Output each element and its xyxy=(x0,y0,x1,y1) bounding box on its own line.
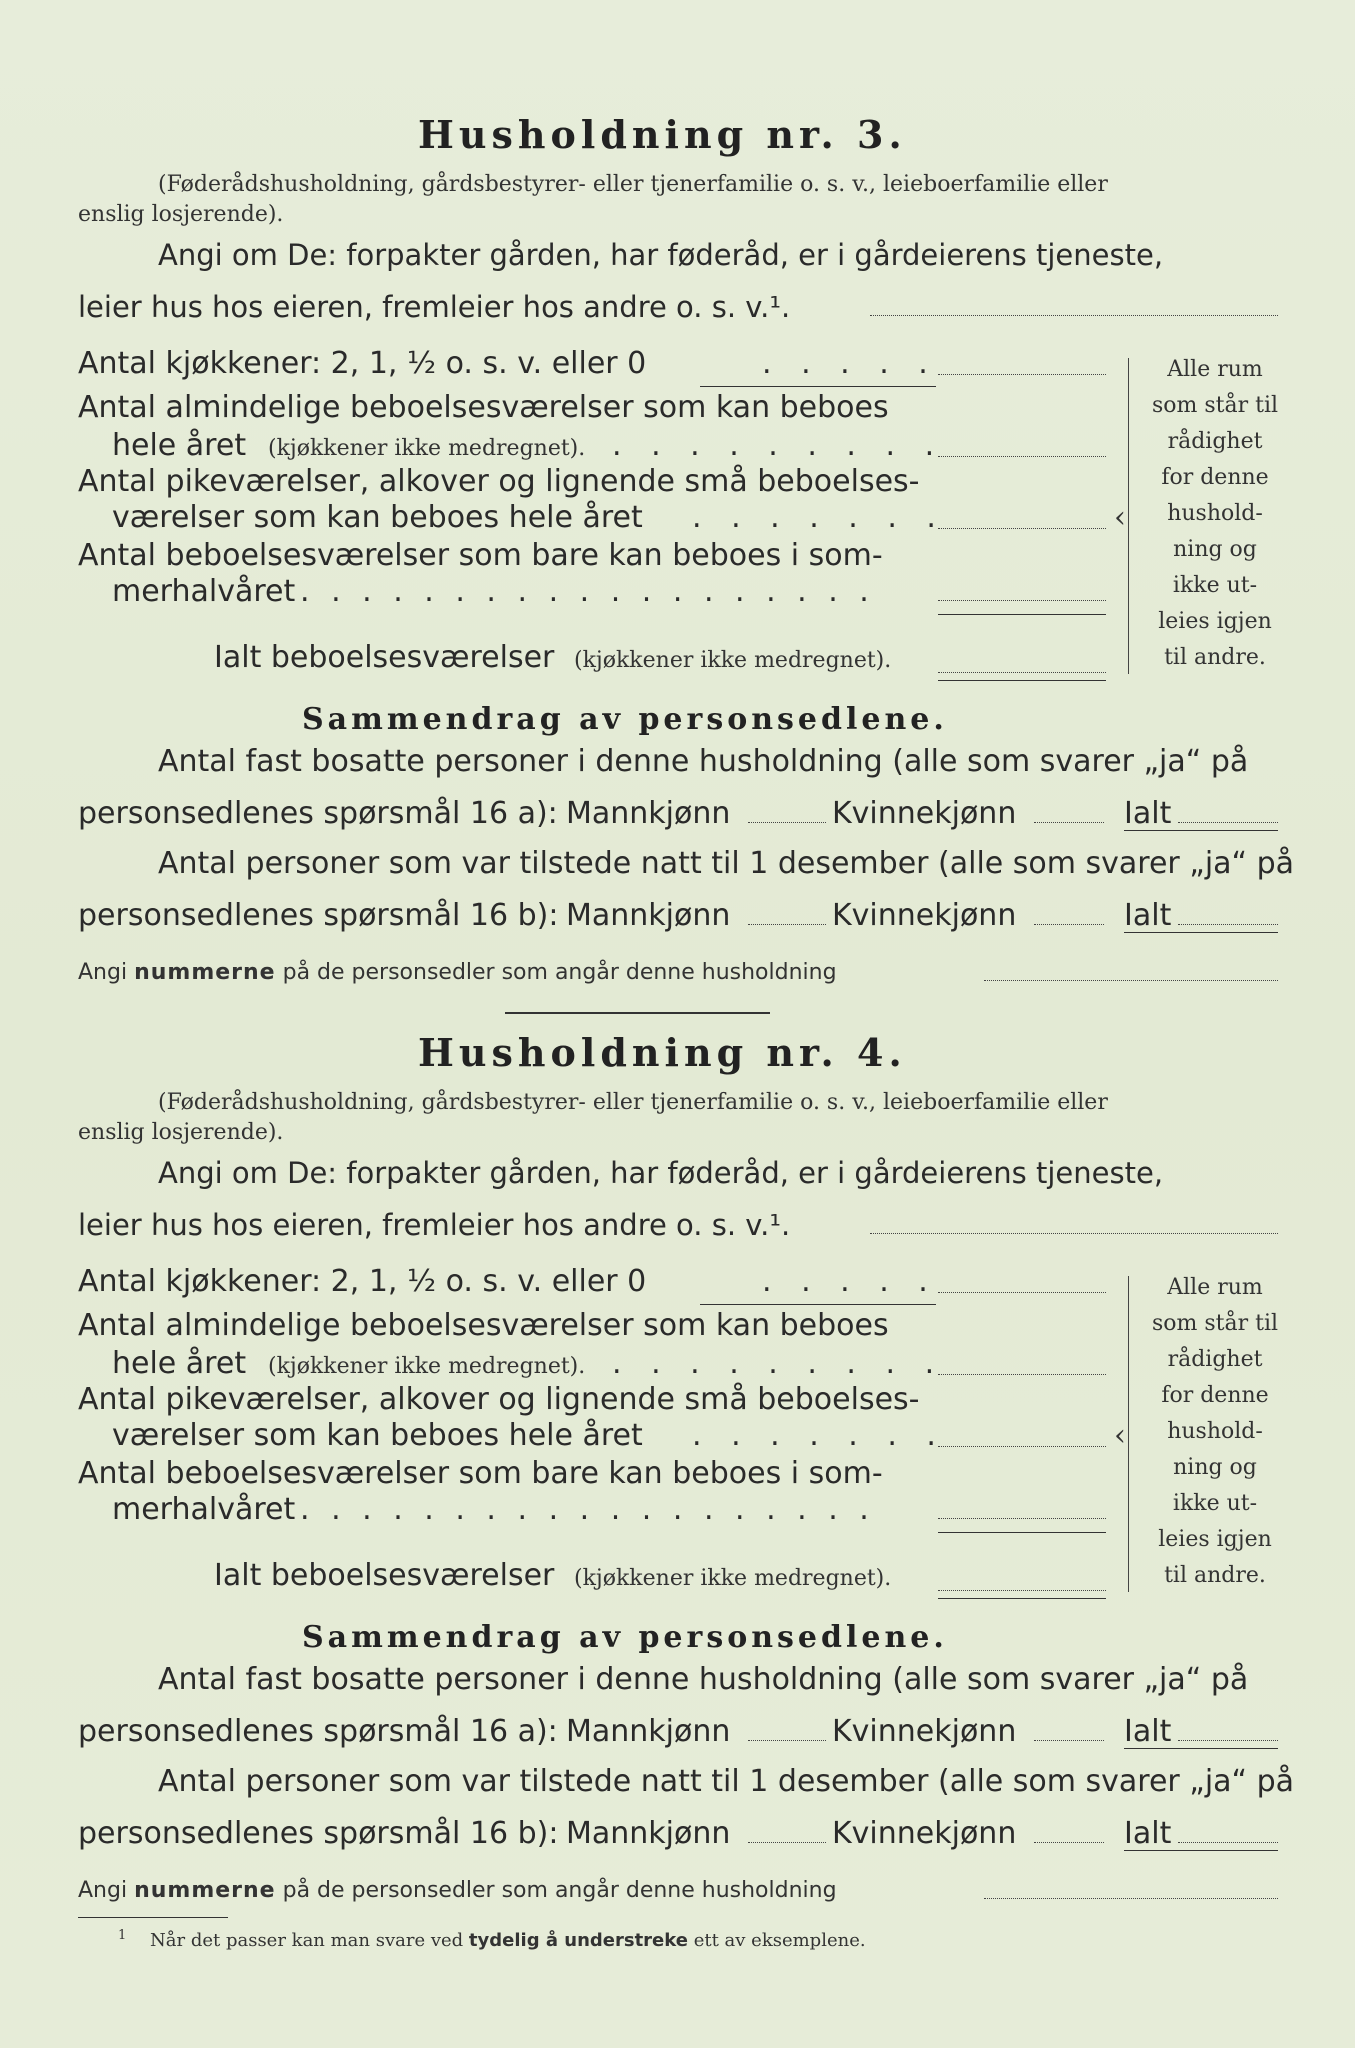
side-note-line: leies igjen xyxy=(1158,609,1272,634)
fast-kvinne-label: Kvinnekjønn xyxy=(832,796,1017,831)
section-note-line1: (Føderådshusholdning, gårdsbestyrer- eller tjenerfamilie o. s. v., leieboerfamilie eller xyxy=(158,1090,1108,1115)
nummer-bold: nummerne xyxy=(134,960,276,985)
angi-line1: Angi om De: forpakter gården, har føderåd, er i gårdeierens tjeneste, xyxy=(158,1156,1164,1190)
fast-mann-label: Mannkjønn xyxy=(566,1714,731,1749)
kjokkener-answer-line[interactable] xyxy=(938,1292,1106,1293)
fast-line1: Antal fast bosatte personer i denne husholdning (alle som svarer „ja“ på xyxy=(158,1662,1249,1697)
fast-ialt-label: Ialt xyxy=(1124,796,1172,831)
ialt-underline xyxy=(938,1598,1106,1599)
alm-dots: . . . . . . . . . xyxy=(612,428,945,463)
alm-line2: hele året xyxy=(112,1346,247,1381)
nummer-line xyxy=(78,1878,837,1903)
kjokkener-underline xyxy=(700,386,936,387)
sommer-answer-line[interactable] xyxy=(938,1518,1106,1519)
section-note-line1: (Føderådshusholdning, gårdsbestyrer- eller tjenerfamilie o. s. v., leieboerfamilie eller xyxy=(158,172,1108,197)
section-title: Husholdning nr. 4. xyxy=(418,1030,907,1075)
nummer-pre: Angi xyxy=(78,1878,128,1903)
section-note-line2: enslig losjerende). xyxy=(78,202,284,227)
side-note-line: ikke ut- xyxy=(1172,573,1258,598)
kjokkener-underline xyxy=(700,1304,936,1305)
nummer-answer-line[interactable] xyxy=(984,980,1278,981)
tilstede-mann-label: Mannkjønn xyxy=(566,898,731,933)
kjokkener-dots: . . . . . xyxy=(762,346,938,381)
nummer-post: på de personsedler som angår denne husholdning xyxy=(282,960,837,985)
pike-line2: værelser som kan beboes hele året xyxy=(112,500,643,535)
sommer-line1: Antal beboelsesværelser som bare kan beboes i som- xyxy=(78,538,883,573)
tilstede-kvinne-field[interactable] xyxy=(1034,924,1104,925)
kjokkener-dots: . . . . . xyxy=(762,1264,938,1299)
ialt-note: (kjøkkener ikke medregnet). xyxy=(574,1566,892,1591)
ialt-note: (kjøkkener ikke medregnet). xyxy=(574,648,892,673)
pike-line1: Antal pikeværelser, alkover og lignende små beboelses- xyxy=(78,464,920,499)
ialt-answer-line[interactable] xyxy=(938,1590,1106,1591)
tilstede-ialt-field[interactable] xyxy=(1178,1842,1278,1843)
kjokkener-label: Antal kjøkkener: 2, 1, ½ o. s. v. eller 0 xyxy=(78,346,647,381)
ialt-answer-line[interactable] xyxy=(938,672,1106,673)
tilstede-ialt-label: Ialt xyxy=(1124,898,1172,933)
fast-ialt-underline xyxy=(1124,830,1278,831)
footnote-mark: 1 xyxy=(118,1928,127,1943)
alm-line1: Antal almindelige beboelsesværelser som kan beboes xyxy=(78,390,889,425)
side-brace-tip: ‹ xyxy=(1114,500,1126,535)
fast-ialt-label: Ialt xyxy=(1124,1714,1172,1749)
side-note-line: ning og xyxy=(1173,1455,1257,1480)
section-divider xyxy=(505,1012,770,1014)
pike-line2: værelser som kan beboes hele året xyxy=(112,1418,643,1453)
tilstede-line2: personsedlenes spørsmål 16 b): xyxy=(78,898,559,933)
fast-mann-field[interactable] xyxy=(748,1740,826,1741)
side-note-line: hushold- xyxy=(1167,501,1263,526)
tilstede-ialt-underline xyxy=(1124,932,1278,933)
alm-answer-line[interactable] xyxy=(938,456,1106,457)
nummer-answer-line[interactable] xyxy=(984,1898,1278,1899)
sammendrag-heading: Sammendrag av personsedlene. xyxy=(302,702,948,737)
fast-line2: personsedlenes spørsmål 16 a): xyxy=(78,796,558,831)
sommer-line2: merhalvåret xyxy=(112,1492,296,1527)
pike-line1: Antal pikeværelser, alkover og lignende små beboelses- xyxy=(78,1382,920,1417)
angi-line2: leier hus hos eieren, fremleier hos andre o. s. v.¹. xyxy=(78,290,791,324)
tilstede-line2: personsedlenes spørsmål 16 b): xyxy=(78,1816,559,1851)
side-note-line: for denne xyxy=(1161,1383,1269,1408)
sommer-line2: merhalvåret xyxy=(112,574,296,609)
sammendrag-heading: Sammendrag av personsedlene. xyxy=(302,1620,948,1655)
tilstede-mann-field[interactable] xyxy=(748,924,826,925)
side-note-line: hushold- xyxy=(1167,1419,1263,1444)
tilstede-line1: Antal personer som var tilstede natt til 1 desember (alle som svarer „ja“ på xyxy=(158,1764,1295,1799)
pike-dots: . . . . . . . xyxy=(692,500,946,535)
sommer-line1: Antal beboelsesværelser som bare kan beboes i som- xyxy=(78,1456,883,1491)
sum-rule xyxy=(938,614,1106,615)
fast-kvinne-field[interactable] xyxy=(1034,1740,1104,1741)
angi-line2: leier hus hos eieren, fremleier hos andre o. s. v.¹. xyxy=(78,1208,791,1242)
tilstede-kvinne-label: Kvinnekjønn xyxy=(832,1816,1017,1851)
nummer-pre: Angi xyxy=(78,960,128,985)
tilstede-kvinne-label: Kvinnekjønn xyxy=(832,898,1017,933)
side-note-line: for denne xyxy=(1161,465,1269,490)
angi-line1: Angi om De: forpakter gården, har føderåd, er i gårdeierens tjeneste, xyxy=(158,238,1164,272)
nummer-bold: nummerne xyxy=(134,1878,276,1903)
footnote-rule xyxy=(78,1917,228,1918)
footnote-text-pre: Når det passer kan man svare ved xyxy=(150,1930,464,1951)
ialt-label: Ialt beboelsesværelser xyxy=(214,1558,555,1593)
pike-answer-line[interactable] xyxy=(938,1446,1106,1447)
footnote-text-post: ett av eksemplene. xyxy=(693,1930,866,1951)
side-note-line: som står til xyxy=(1151,1311,1279,1336)
fast-ialt-underline xyxy=(1124,1748,1278,1749)
sommer-dots: . . . . . . . . . . . . . . . . . . . xyxy=(300,1492,875,1527)
kjokkener-answer-line[interactable] xyxy=(938,374,1106,375)
tilstede-line1: Antal personer som var tilstede natt til 1 desember (alle som svarer „ja“ på xyxy=(158,846,1295,881)
pike-answer-line[interactable] xyxy=(938,528,1106,529)
fast-kvinne-field[interactable] xyxy=(1034,822,1104,823)
side-note-line: leies igjen xyxy=(1158,1527,1272,1552)
alm-line1: Antal almindelige beboelsesværelser som kan beboes xyxy=(78,1308,889,1343)
side-note xyxy=(1140,1270,1290,1594)
nummer-post: på de personsedler som angår denne husholdning xyxy=(282,1878,837,1903)
fast-mann-field[interactable] xyxy=(748,822,826,823)
side-note-line: rådighet xyxy=(1167,429,1263,454)
fast-ialt-field[interactable] xyxy=(1178,1740,1278,1741)
footnote-text-bold: tydelig å understreke xyxy=(468,1930,688,1951)
side-note-line: Alle rum xyxy=(1167,357,1263,382)
tilstede-mann-field[interactable] xyxy=(748,1842,826,1843)
kjokkener-label: Antal kjøkkener: 2, 1, ½ o. s. v. eller 0 xyxy=(78,1264,647,1299)
tilstede-kvinne-field[interactable] xyxy=(1034,1842,1104,1843)
side-brace-bar xyxy=(1128,1276,1129,1592)
tilstede-mann-label: Mannkjønn xyxy=(566,1816,731,1851)
tilstede-ialt-label: Ialt xyxy=(1124,1816,1172,1851)
ialt-underline xyxy=(938,680,1106,681)
sum-rule xyxy=(938,1532,1106,1533)
alm-note: (kjøkkener ikke medregnet). xyxy=(268,1354,586,1379)
ialt-label: Ialt beboelsesværelser xyxy=(214,640,555,675)
tilstede-ialt-field[interactable] xyxy=(1178,924,1278,925)
nummer-line xyxy=(78,960,837,985)
alm-note: (kjøkkener ikke medregnet). xyxy=(268,436,586,461)
alm-dots: . . . . . . . . . xyxy=(612,1346,945,1381)
side-note-line: som står til xyxy=(1151,393,1279,418)
sommer-answer-line[interactable] xyxy=(938,600,1106,601)
alm-answer-line[interactable] xyxy=(938,1374,1106,1375)
angi-answer-line[interactable] xyxy=(870,315,1278,316)
fast-ialt-field[interactable] xyxy=(1178,822,1278,823)
fast-line1: Antal fast bosatte personer i denne husholdning (alle som svarer „ja“ på xyxy=(158,744,1249,779)
sommer-dots: . . . . . . . . . . . . . . . . . . . xyxy=(300,574,875,609)
angi-answer-line[interactable] xyxy=(870,1233,1278,1234)
side-brace-bar xyxy=(1128,358,1129,674)
side-note-line: rådighet xyxy=(1167,1347,1263,1372)
section-title: Husholdning nr. 3. xyxy=(418,112,907,157)
side-note-line: Alle rum xyxy=(1167,1275,1263,1300)
footnote xyxy=(118,1928,866,1951)
tilstede-ialt-underline xyxy=(1124,1850,1278,1851)
side-note-line: til andre. xyxy=(1164,645,1266,670)
side-note-line: ning og xyxy=(1173,537,1257,562)
side-note xyxy=(1140,352,1290,676)
side-brace-tip: ‹ xyxy=(1114,1418,1126,1453)
fast-line2: personsedlenes spørsmål 16 a): xyxy=(78,1714,558,1749)
alm-line2: hele året xyxy=(112,428,247,463)
fast-mann-label: Mannkjønn xyxy=(566,796,731,831)
pike-dots: . . . . . . . xyxy=(692,1418,946,1453)
side-note-line: til andre. xyxy=(1164,1563,1266,1588)
fast-kvinne-label: Kvinnekjønn xyxy=(832,1714,1017,1749)
side-note-line: ikke ut- xyxy=(1172,1491,1258,1516)
section-note-line2: enslig losjerende). xyxy=(78,1120,284,1145)
